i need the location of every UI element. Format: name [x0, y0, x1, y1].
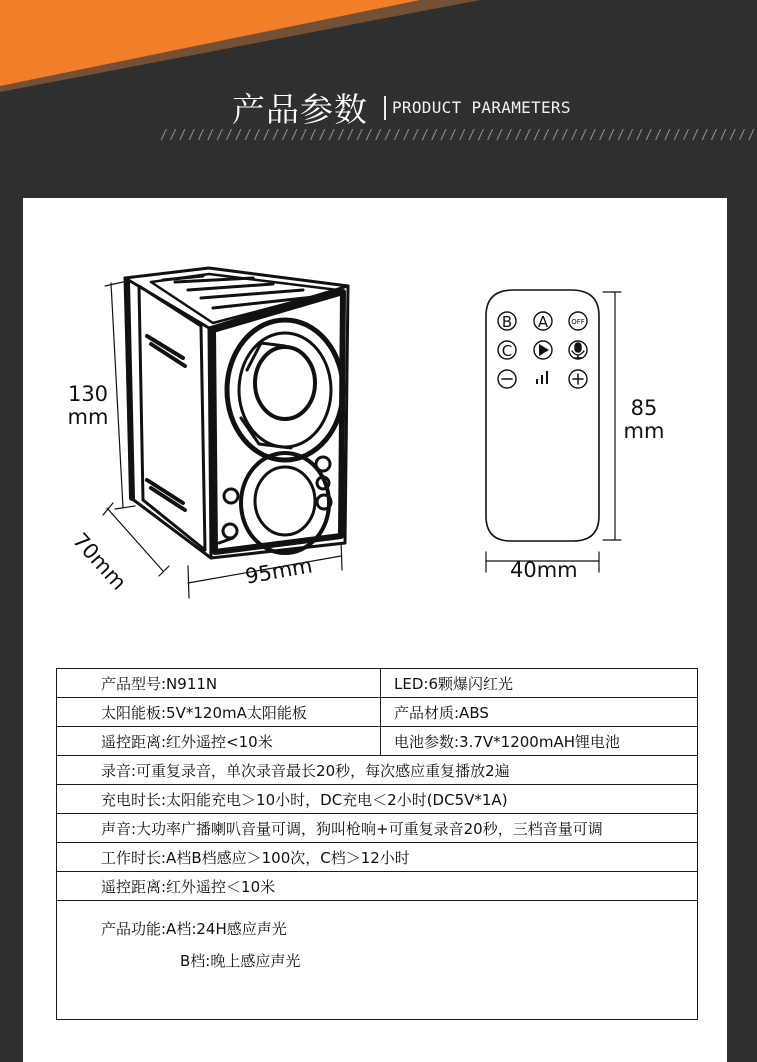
- function-mode-a: 产品功能:A档:24H感应声光: [101, 920, 287, 938]
- remote-button-a-label: A: [537, 313, 549, 331]
- table-row: [57, 756, 698, 785]
- speaker-width-label: 95mm: [243, 553, 315, 589]
- param-material: 产品材质:ABS: [381, 698, 698, 727]
- table-row: [57, 698, 698, 727]
- param-battery: 电池参数:3.7V*1200mAH锂电池: [381, 727, 698, 756]
- function-mode-b: B档:晚上感应声光: [180, 952, 301, 970]
- table-row: [57, 843, 698, 872]
- param-led: LED:6颗爆闪红光: [381, 669, 698, 698]
- mic-icon: [572, 343, 584, 358]
- table-row: [57, 785, 698, 814]
- param-model: 产品型号:N911N: [57, 669, 381, 698]
- param-functions: [57, 901, 698, 1020]
- table-row: [57, 814, 698, 843]
- remote-width-label: 40mm: [510, 558, 578, 582]
- param-remote-distance: 遥控距离:红外遥控<10米: [57, 727, 381, 756]
- play-icon: [539, 344, 549, 356]
- parameters-table: [56, 668, 698, 1020]
- param-charge-time: 充电时长:太阳能充电＞10小时，DC充电＜2小时(DC5V*1A): [57, 785, 698, 814]
- param-remote-distance-2: 遥控距离:红外遥控＜10米: [57, 872, 698, 901]
- param-work-time: 工作时长:A档B档感应＞100次，C档＞12小时: [57, 843, 698, 872]
- plus-icon: [573, 374, 583, 384]
- remote-button-c-label: C: [501, 342, 513, 360]
- remote-button-off-label: OFF: [571, 318, 585, 326]
- table-row: [57, 727, 698, 756]
- speaker-height-label: 130 mm: [67, 382, 109, 429]
- decorative-slash-line: ////////////////////////////////////////////////////////////////: [160, 128, 757, 143]
- param-solar: 太阳能板:5V*120mA太阳能板: [57, 698, 381, 727]
- title-divider: [384, 96, 386, 120]
- table-row: [57, 669, 698, 698]
- remote-button-b-label: B: [501, 313, 513, 331]
- orange-corner-banner: [0, 0, 757, 200]
- table-row: [57, 901, 698, 1020]
- table-row: [57, 872, 698, 901]
- speaker-depth-label: 70mm: [67, 528, 132, 595]
- page-subtitle: PRODUCT PARAMETERS: [392, 98, 571, 117]
- page-title: 产品参数: [232, 90, 368, 129]
- param-sound: 声音:大功率广播喇叭音量可调，狗叫枪响+可重复录音20秒，三档音量可调: [57, 814, 698, 843]
- product-panel: [23, 198, 727, 1062]
- remote-height-dimension: [603, 292, 621, 540]
- speaker-drawing: [125, 268, 348, 558]
- volume-bars-icon: [536, 371, 548, 384]
- param-recording: 录音:可重复录音，单次录音最长20秒，每次感应重复播放2遍: [57, 756, 698, 785]
- remote-height-label: 85 mm: [623, 396, 665, 443]
